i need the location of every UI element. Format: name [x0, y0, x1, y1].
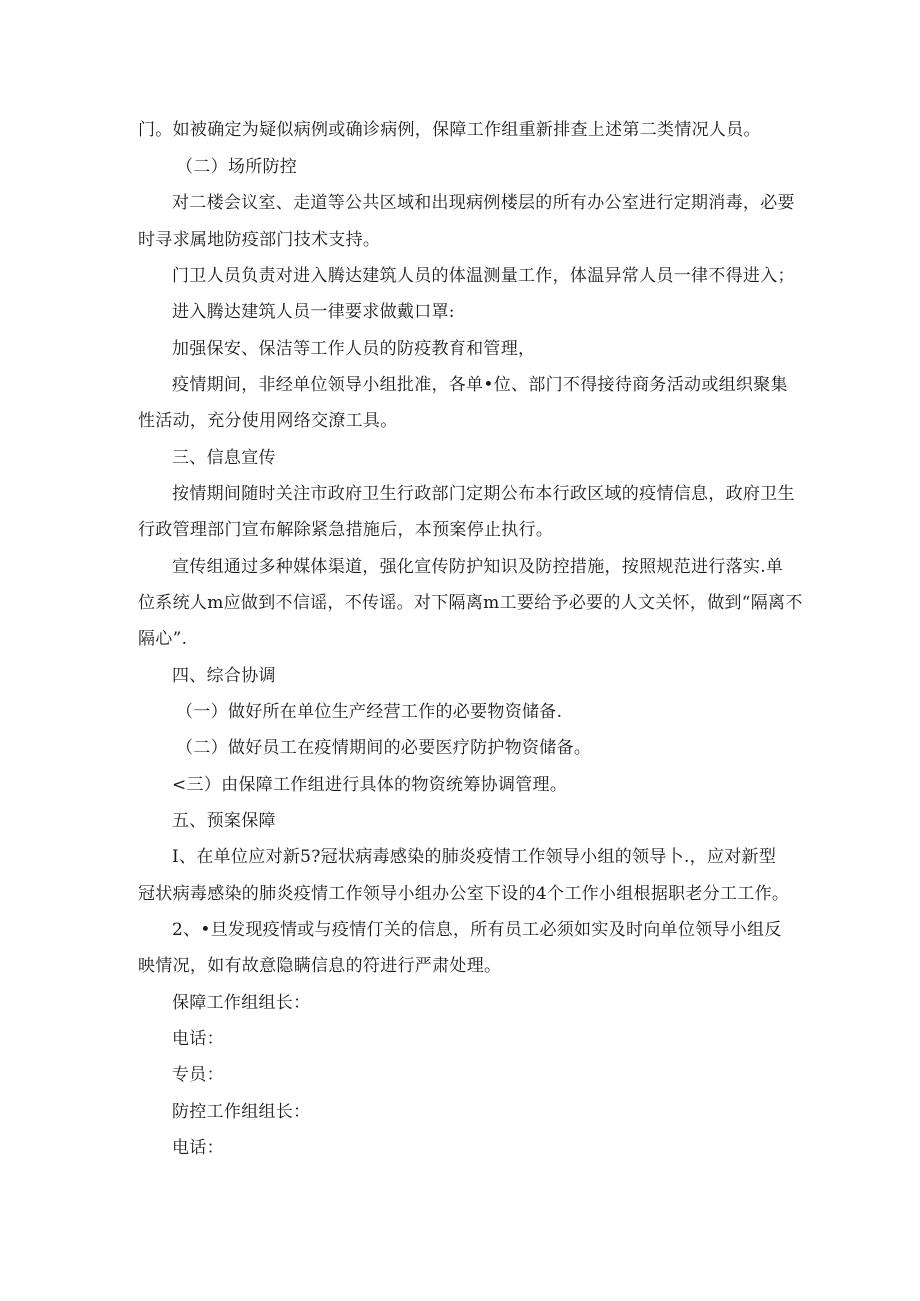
list-item: （一）做好所在单位生产经营工作的必要物资储备. — [176, 702, 563, 722]
paragraph-line: I、在单位应对新5?冠状病毒感染的肺炎疫情工作领导小组的领导卜.，应对新型 — [172, 847, 777, 867]
section-heading: 三、信息宣传 — [172, 448, 276, 468]
paragraph-line: 位系统人m应做到不信谣，不传谣。对下隔离m工要给予必要的人文关怀，做到“隔离不 — [138, 593, 803, 613]
contact-label: 保障工作组组长： — [172, 993, 311, 1013]
list-item: <三）由保障工作组进行具体的物资统筹协调管理。 — [172, 775, 568, 795]
section-heading: （二）场所防控 — [176, 157, 298, 177]
paragraph-line: 性活动，充分使用网络交潦工具。 — [138, 411, 398, 431]
paragraph-line: 宣传组通过多种媒体渠道，强化宣传防护知识及防控措施，按照规范进行落实.单 — [172, 557, 784, 577]
contact-label: 电话： — [172, 1029, 224, 1049]
paragraph-line: 行政管理部门宣布解除紧急措施后，本预案停止执行。 — [138, 520, 554, 540]
paragraph-line: 冠状病毒感染的肺炎疫情工作领导小组办公室下设的4个工作小组根据职老分工工作。 — [138, 884, 790, 904]
list-item: （二）做好员工在疫情期间的必要医疗防护物资储备。 — [176, 738, 592, 758]
section-heading: 四、综合协调 — [172, 666, 276, 686]
section-heading: 五、预案保障 — [172, 811, 276, 831]
paragraph-line: 按情期间随时关注市政府卫生行政部门定期公布本行政区域的疫情信息，政府卫生 — [172, 484, 795, 504]
paragraph-line: 隔心”. — [138, 629, 188, 649]
paragraph-line: 加强保安、保洁等工作人员的防疫教育和管理， — [172, 339, 536, 359]
paragraph-line: 进入腾达建筑人员一律要求做戴口罩: — [172, 302, 455, 322]
contact-label: 防控工作组组长： — [172, 1102, 311, 1122]
paragraph-line: 对二楼会议室、走道等公共区域和出现病例楼层的所有办公室进行定期消毒，必要 — [172, 193, 795, 213]
paragraph-line: 门卫人员负责对进入腾达建筑人员的体温测量工作，体温异常人员一律不得进入； — [172, 266, 795, 286]
contact-label: 电话： — [172, 1138, 224, 1158]
contact-label: 专员： — [172, 1065, 224, 1085]
paragraph-line: 2、•旦发现疫情或与疫情仃关的信息，所有员工必须如实及时向单位领导小组反 — [172, 920, 782, 940]
paragraph-line: 时寻求属地防疫部门技术支持。 — [138, 230, 381, 250]
paragraph-line: 门。如被确定为疑似病例或确诊病例，保障工作组重新排查上述第二类情况人员。 — [138, 120, 761, 140]
paragraph-line: 映情况，如有故意隐瞒信息的符进行严肃处理。 — [138, 956, 502, 976]
paragraph-line: 疫情期间，非经单位领导小组批准，各单•位、部门不得接待商务活动或组织聚集 — [172, 375, 788, 395]
